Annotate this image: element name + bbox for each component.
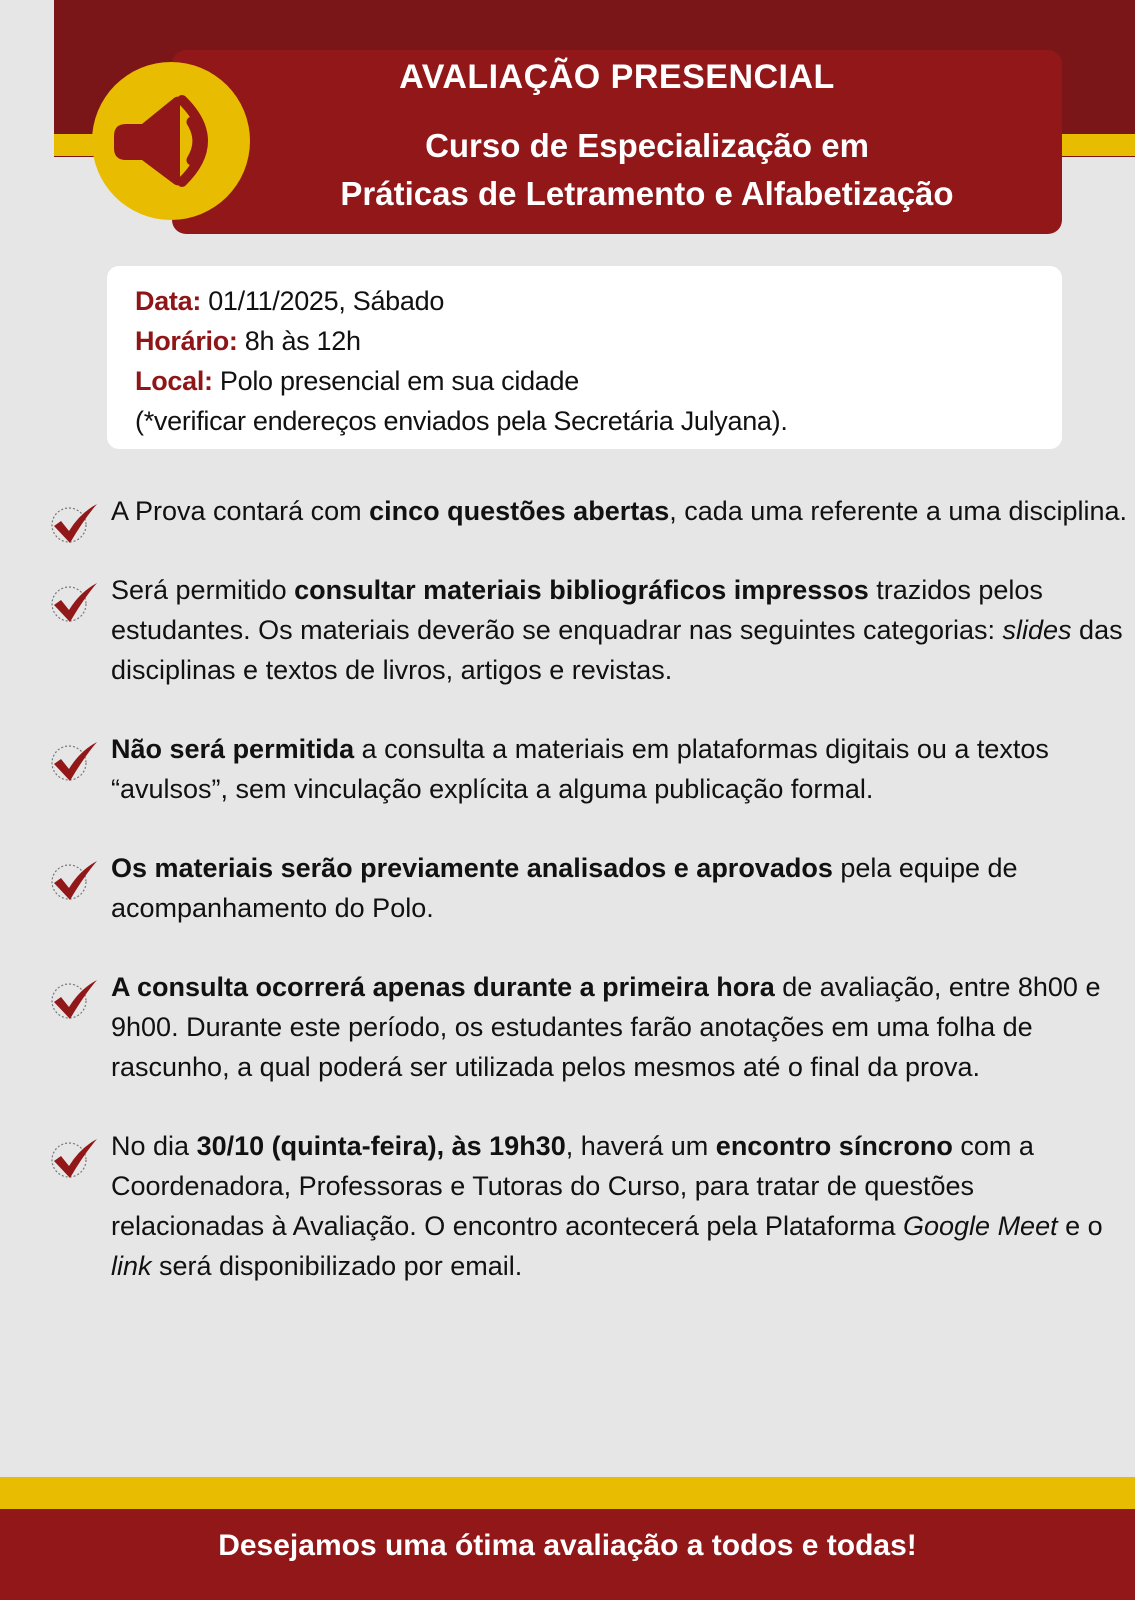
info-date-value: 01/11/2025, Sábado: [201, 286, 445, 316]
info-place-label: Local:: [135, 366, 213, 396]
info-time-label: Horário:: [135, 326, 238, 356]
bullet-item: A Prova contará com cinco questões abertas, cada uma referente a uma disciplina.: [48, 491, 1128, 531]
bullet-item: Não será permitida a consulta a materiais em plataformas digitais ou a textos “avulsos”, sem vinculação explícita a alguma publicação formal.: [48, 729, 1128, 809]
footer-banner: [0, 1509, 1135, 1600]
checkmark-icon: [48, 501, 100, 545]
checkmark-icon: [48, 580, 100, 624]
bullet-item: Será permitido consultar materiais bibliográficos impressos trazidos pelos estudantes. Os materiais deverão se enquadrar nas seguintes categorias: slides das disciplinas e textos de livros, artigos e revistas.: [48, 570, 1128, 690]
checkmark-icon: [48, 858, 100, 902]
info-date: [135, 281, 1034, 321]
checkmark-icon: [48, 977, 100, 1021]
header-subtitle-line-1: Curso de Especialização em: [425, 127, 869, 164]
speaker-icon: [92, 62, 250, 220]
info-place-value: Polo presencial em sua cidade: [212, 366, 579, 396]
header-subtitle-line-2: Práticas de Letramento e Alfabetização: [340, 175, 954, 212]
header-yellow-stripe-right: [1060, 134, 1135, 156]
header-box: [172, 50, 1062, 234]
header-title: AVALIAÇÃO PRESENCIAL: [399, 58, 835, 96]
bullet-item: A consulta ocorrerá apenas durante a primeira hora de avaliação, entre 8h00 e 9h00. Durante este período, os estudantes farão anotações em uma folha de rascunho, a qual poderá ser utilizada pelos mesmos até o final da prova.: [48, 967, 1128, 1087]
bullet-list: [48, 491, 1128, 1286]
checkmark-icon: [48, 1136, 100, 1180]
header-subtitle: [232, 122, 1062, 218]
info-note: (*verificar endereços enviados pela Secretária Julyana).: [135, 406, 788, 436]
info-date-label: Data:: [135, 286, 202, 316]
checkmark-icon: [48, 739, 100, 783]
info-box: [107, 266, 1062, 449]
info-time-value: 8h às 12h: [237, 326, 361, 356]
bullet-item: Os materiais serão previamente analisados e aprovados pela equipe de acompanhamento do Polo.: [48, 848, 1128, 928]
info-place: [135, 361, 1034, 401]
bullet-item: No dia 30/10 (quinta-feira), às 19h30, haverá um encontro síncrono com a Coordenadora, Professoras e Tutoras do Curso, para tratar de questões relacionadas à Avaliação. O encontro acontecerá pela Plataforma Google Meet e o link será disponibilizado por email.: [48, 1126, 1128, 1286]
footer-yellow-stripe: [0, 1477, 1135, 1509]
info-time: [135, 321, 1034, 361]
footer-message: Desejamos uma ótima avaliação a todos e todas!: [218, 1529, 917, 1562]
